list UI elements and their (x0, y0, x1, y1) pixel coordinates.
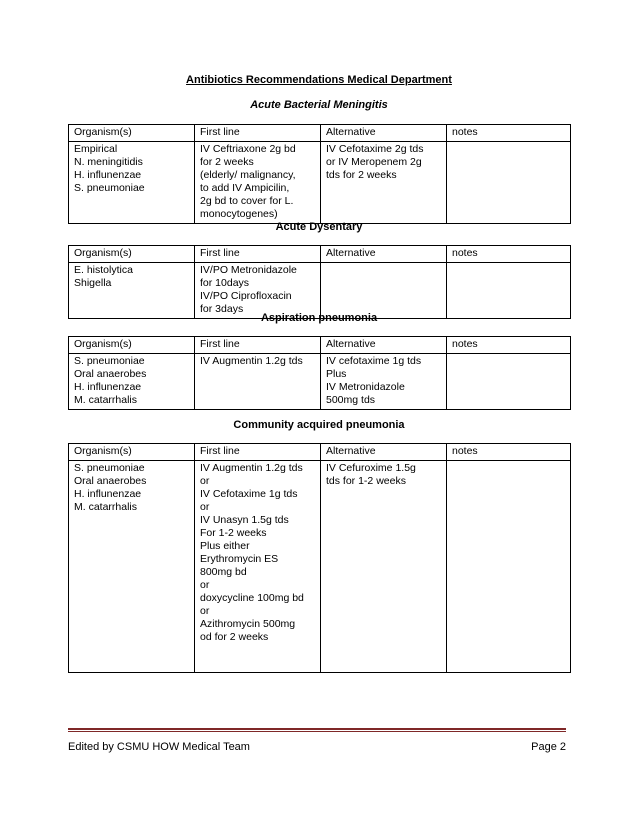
cell-line: IV Metronidazole (326, 381, 405, 393)
cell-line: IV Augmentin 1.2g tds (200, 355, 303, 367)
header-organisms: Organism(s) (69, 337, 195, 354)
table-header-row (69, 125, 571, 142)
organisms-cell (69, 354, 195, 410)
table-row (69, 461, 571, 673)
cell-line: M. catarrhalis (74, 501, 138, 513)
cell-line: for 2 weeks (200, 156, 254, 168)
header-first-line: First line (195, 444, 321, 461)
page-number: Page 2 (531, 741, 566, 753)
footer-credit: Edited by CSMU HOW Medical Team (68, 741, 250, 753)
cell-line: or (200, 501, 210, 513)
cell-line: Shigella (74, 277, 112, 289)
cell-line: IV/PO Ciprofloxacin (200, 290, 292, 302)
cell-line: 800mg bd (200, 566, 247, 578)
header-notes: notes (447, 444, 571, 461)
cell-line: monocytogenes) (200, 208, 278, 220)
table-header-row (69, 444, 571, 461)
organisms-cell (69, 461, 195, 673)
cell-line: tds for 2 weeks (326, 169, 397, 181)
footer-divider-thin (68, 731, 566, 732)
cell-line: M. catarrhalis (74, 394, 138, 406)
first-line-cell (195, 354, 321, 410)
header-organisms: Organism(s) (69, 444, 195, 461)
notes-cell (447, 263, 571, 319)
cell-line: IV Cefotaxime 2g tds (326, 143, 424, 155)
cell-line: 2g bd to cover for L. (200, 195, 294, 207)
header-first-line: First line (195, 246, 321, 263)
cell-line: IV Augmentin 1.2g tds (200, 462, 303, 474)
cell-line: for 10days (200, 277, 250, 289)
cell-line: S. pneumoniae (74, 462, 145, 474)
table-row (69, 354, 571, 410)
cell-line: IV Cefuroxime 1.5g (326, 462, 416, 474)
first-line-cell (195, 142, 321, 224)
cell-line: E. histolytica (74, 264, 133, 276)
cell-line: IV Unasyn 1.5g tds (200, 514, 289, 526)
cell-line: or (200, 475, 210, 487)
header-first-line: First line (195, 125, 321, 142)
cell-line: IV/PO Metronidazole (200, 264, 297, 276)
header-organisms: Organism(s) (69, 125, 195, 142)
cell-line: IV Cefotaxime 1g tds (200, 488, 298, 500)
header-alternative: Alternative (321, 337, 447, 354)
cell-line: IV Ceftriaxone 2g bd (200, 143, 296, 155)
document-title: Antibiotics Recommendations Medical Department (186, 74, 452, 86)
meningitis-table (68, 124, 571, 224)
alternative-cell (321, 263, 447, 319)
cell-line: doxycycline 100mg bd (200, 592, 304, 604)
table-row (69, 263, 571, 319)
cell-line: to add IV Ampicilin, (200, 182, 290, 194)
organisms-cell (69, 263, 195, 319)
cell-line: H. influnenzae (74, 488, 142, 500)
cell-line: tds for 1-2 weeks (326, 475, 406, 487)
cell-line: Plus (326, 368, 347, 380)
cell-line: 500mg tds (326, 394, 376, 406)
community-pneumonia-table (68, 443, 571, 673)
table-header-row (69, 246, 571, 263)
cell-line: H. influnenzae (74, 381, 142, 393)
cell-line: (elderly/ malignancy, (200, 169, 296, 181)
cell-line: or IV Meropenem 2g (326, 156, 422, 168)
alternative-cell (321, 354, 447, 410)
alternative-cell (321, 142, 447, 224)
cell-line: S. pneumoniae (74, 182, 145, 194)
section-title-aspiration-pneumonia: Aspiration pneumonia (260, 312, 378, 324)
cell-line: Azithromycin 500mg (200, 618, 296, 630)
header-first-line: First line (195, 337, 321, 354)
notes-cell (447, 461, 571, 673)
header-alternative: Alternative (321, 125, 447, 142)
table-row (69, 142, 571, 224)
section-title-community-pneumonia: Community acquired pneumonia (233, 419, 405, 431)
dysentary-table (68, 245, 571, 319)
cell-line: od for 2 weeks (200, 631, 269, 643)
cell-line: Plus either (200, 540, 250, 552)
cell-line: Oral anaerobes (74, 368, 147, 380)
cell-line: for 3days (200, 303, 244, 315)
organisms-cell (69, 142, 195, 224)
footer-divider (68, 728, 566, 730)
cell-line: IV cefotaxime 1g tds (326, 355, 422, 367)
notes-cell (447, 354, 571, 410)
cell-line: Erythromycin ES (200, 553, 279, 565)
cell-line: H. influnenzae (74, 169, 142, 181)
cell-line: or (200, 579, 210, 591)
cell-line: S. pneumoniae (74, 355, 145, 367)
section-title-dysentary: Acute Dysentary (275, 221, 363, 233)
header-notes: notes (447, 337, 571, 354)
first-line-cell (195, 263, 321, 319)
header-notes: notes (447, 246, 571, 263)
first-line-cell (195, 461, 321, 673)
cell-line: Empirical (74, 143, 118, 155)
table-header-row (69, 337, 571, 354)
cell-line: For 1-2 weeks (200, 527, 267, 539)
cell-line: Oral anaerobes (74, 475, 147, 487)
cell-line: or (200, 605, 210, 617)
header-organisms: Organism(s) (69, 246, 195, 263)
section-title-meningitis: Acute Bacterial Meningitis (250, 99, 388, 111)
cell-line: N. meningitidis (74, 156, 143, 168)
header-alternative: Alternative (321, 444, 447, 461)
notes-cell (447, 142, 571, 224)
header-notes: notes (447, 125, 571, 142)
aspiration-pneumonia-table (68, 336, 571, 410)
alternative-cell (321, 461, 447, 673)
header-alternative: Alternative (321, 246, 447, 263)
